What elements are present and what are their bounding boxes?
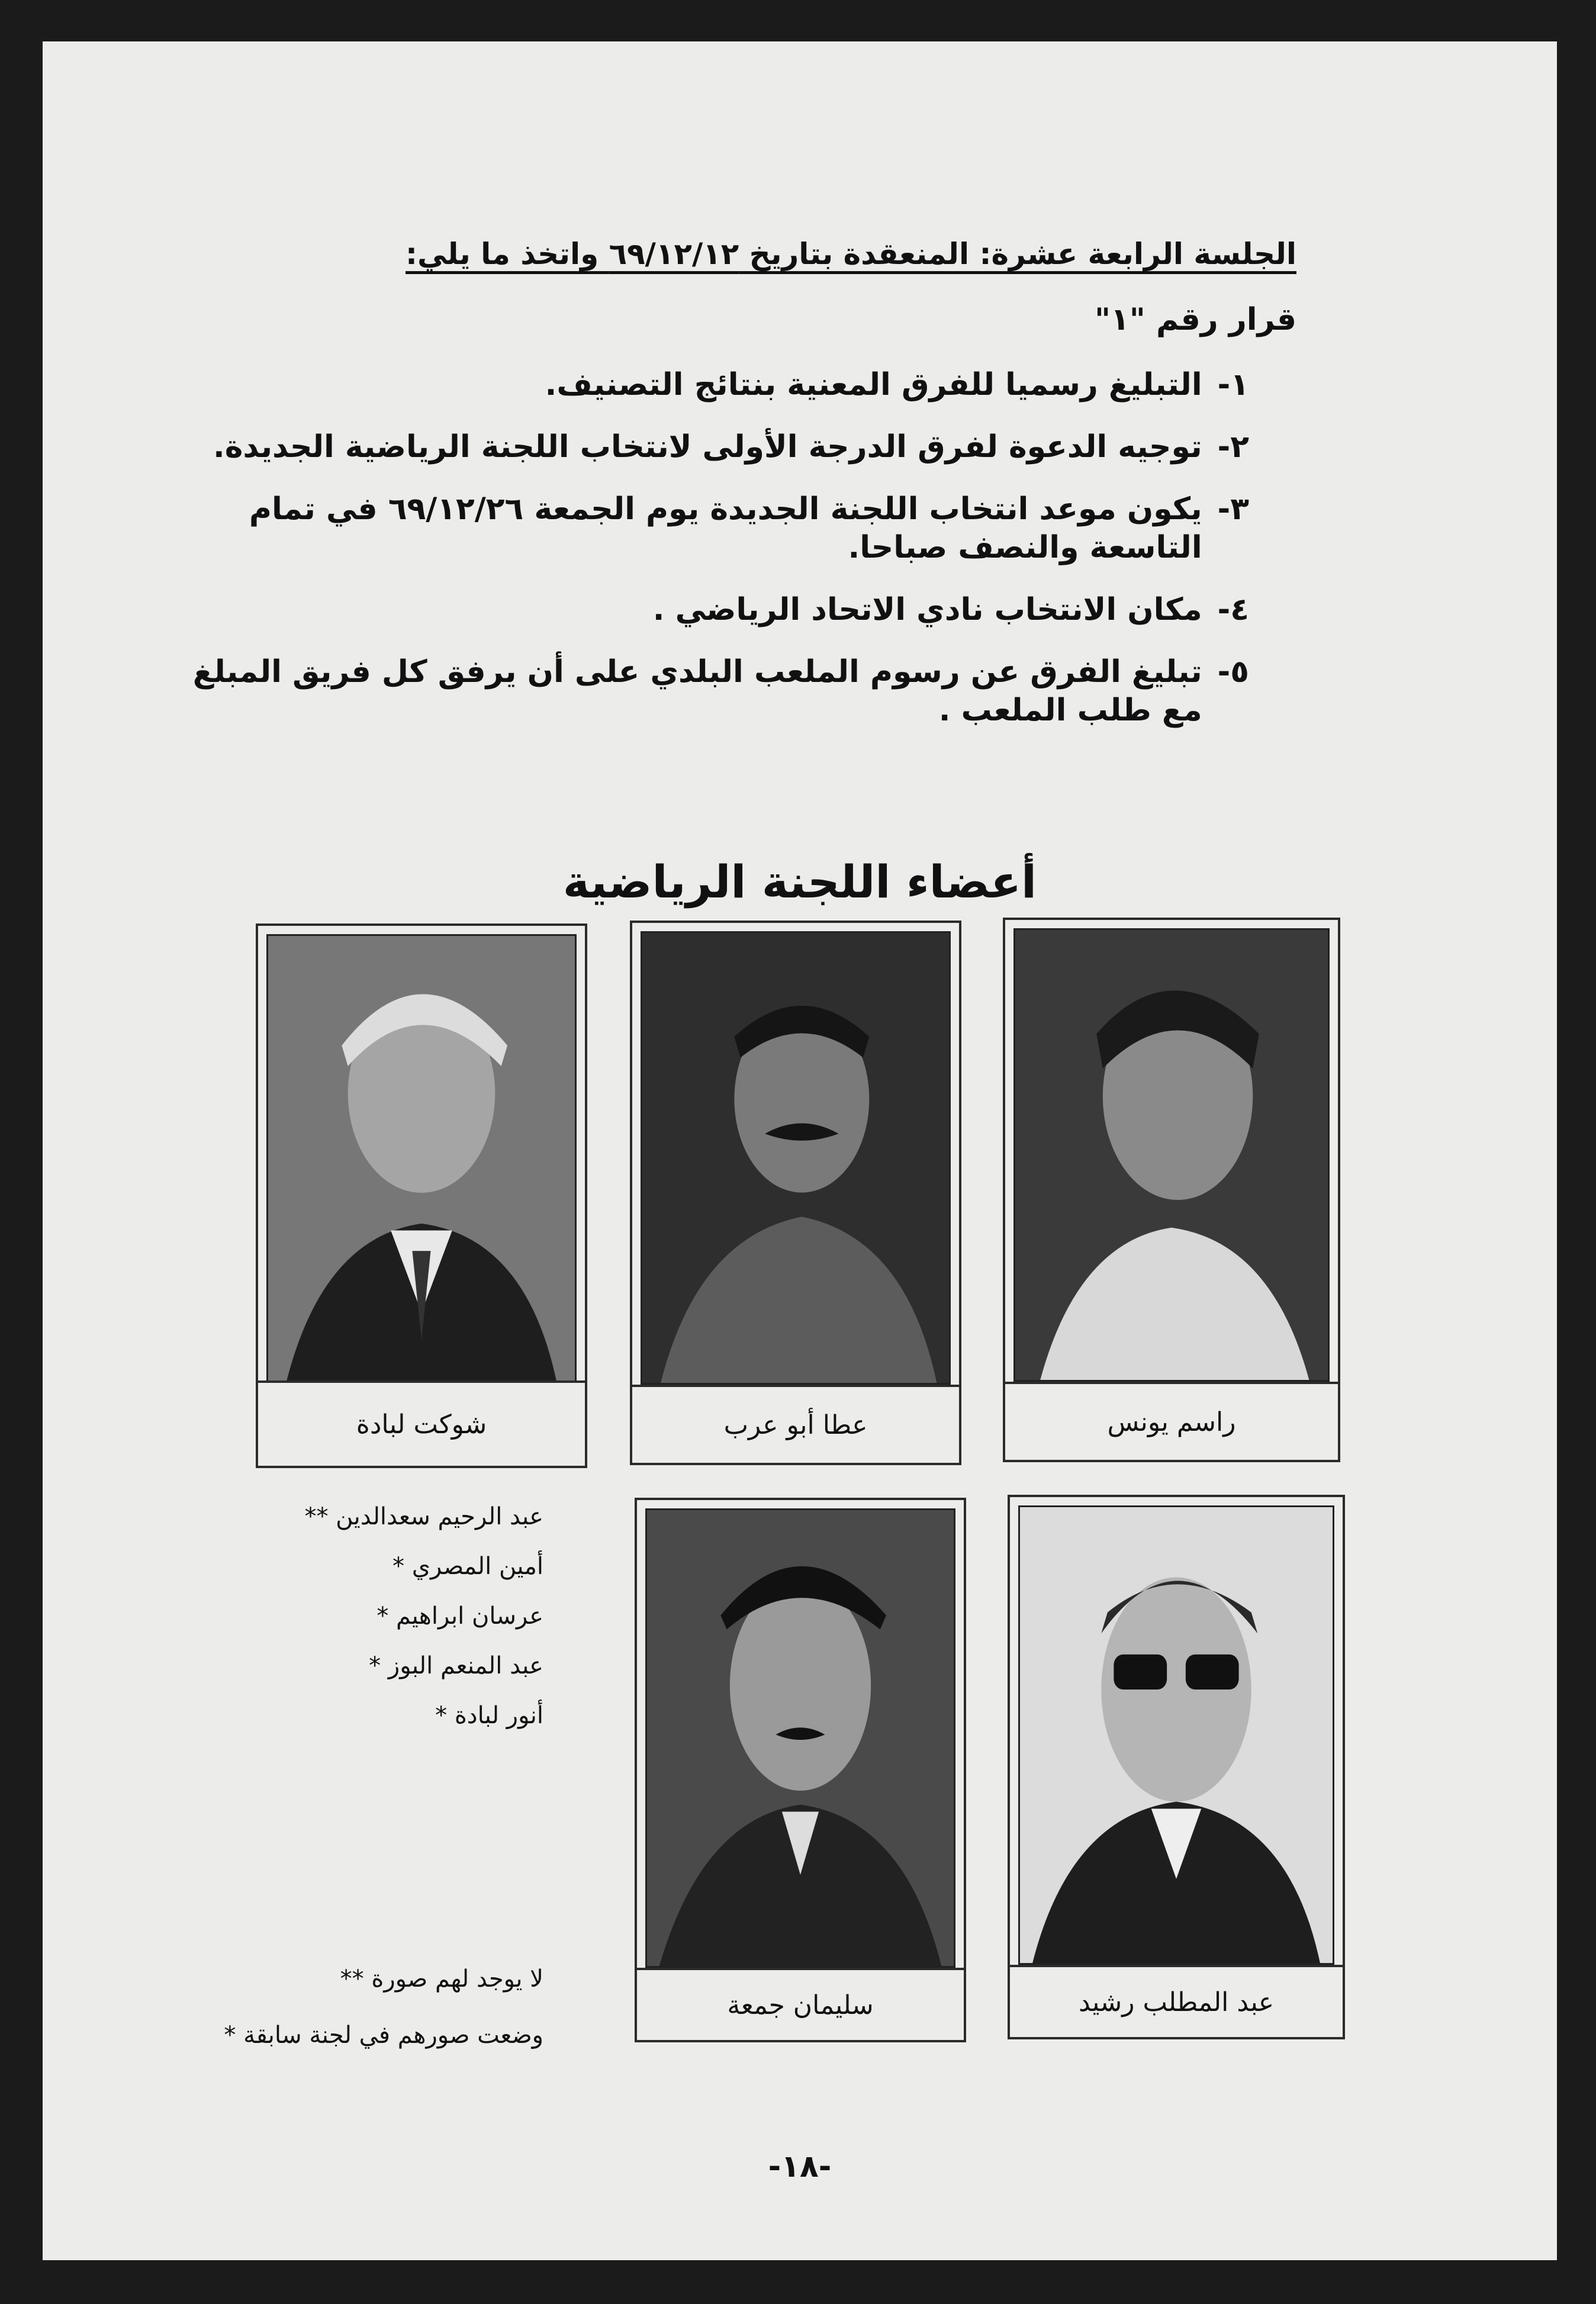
list-item: عبد الرحيم سعدالدين **	[304, 1503, 543, 1530]
list-item: أمين المصري *	[392, 1553, 543, 1580]
member-card	[1003, 918, 1340, 1462]
member-portrait	[645, 1508, 955, 1968]
item-text: توجيه الدعوة لفرق الدرجة الأولى لانتخاب اللجنة الرياضية الجديدة.	[213, 429, 1202, 465]
item-text: التبليغ رسميا للفرق المعنية بنتائج التصنيف.	[545, 367, 1202, 403]
member-portrait	[641, 931, 951, 1385]
member-name: شوكت لبادة	[258, 1381, 585, 1466]
member-portrait	[1018, 1505, 1334, 1965]
decision-items-list	[148, 366, 1249, 754]
decision-label: قرار رقم "١"	[1094, 302, 1296, 337]
member-card	[630, 921, 961, 1465]
list-item: عبد المنعم البوز *	[369, 1652, 543, 1679]
list-item	[148, 653, 1249, 730]
list-item: عرسان ابراهيم *	[377, 1602, 543, 1630]
list-item	[148, 428, 1249, 466]
item-number: ٢-	[1217, 429, 1249, 465]
session-heading: الجلسة الرابعة عشرة: المنعقدة بتاريخ ٦٩/١٢/١٢ واتخذ ما يلي:	[405, 237, 1296, 271]
member-name: راسم يونس	[1005, 1382, 1338, 1460]
item-number: ١-	[1217, 367, 1249, 403]
item-number: ٤-	[1217, 592, 1249, 628]
no-photo-members-list	[304, 1492, 543, 1740]
list-item: أنور لبادة *	[435, 1702, 543, 1729]
member-card	[635, 1498, 966, 2042]
member-name: سليمان جمعة	[637, 1968, 964, 2040]
list-item	[148, 591, 1249, 629]
document-page	[43, 41, 1557, 2260]
page-number: -١٨-	[768, 2149, 832, 2184]
list-item	[148, 490, 1249, 567]
member-name: عبد المطلب رشيد	[1010, 1965, 1343, 2037]
member-portrait	[1013, 928, 1330, 1382]
item-number: ٣-	[1217, 491, 1249, 527]
item-number: ٥-	[1217, 654, 1249, 690]
footnote: وضعت صورهم في لجنة سابقة *	[224, 2022, 543, 2049]
member-card	[256, 923, 587, 1468]
member-name: عطا أبو عرب	[632, 1385, 959, 1463]
section-title: أعضاء اللجنة الرياضية	[562, 855, 1037, 908]
member-card	[1008, 1495, 1345, 2039]
member-portrait	[266, 934, 577, 1383]
item-text: مكان الانتخاب نادي الاتحاد الرياضي .	[652, 592, 1202, 628]
footnote: لا يوجد لهم صورة **	[340, 1965, 543, 1993]
item-text: تبليغ الفرق عن رسوم الملعب البلدي على أن يرفق كل فريق المبلغ مع طلب الملعب .	[192, 654, 1202, 728]
item-text: يكون موعد انتخاب اللجنة الجديدة يوم الجمعة ٦٩/١٢/٢٦ في تمام التاسعة والنصف صباحا.	[249, 491, 1202, 565]
list-item	[148, 366, 1249, 404]
